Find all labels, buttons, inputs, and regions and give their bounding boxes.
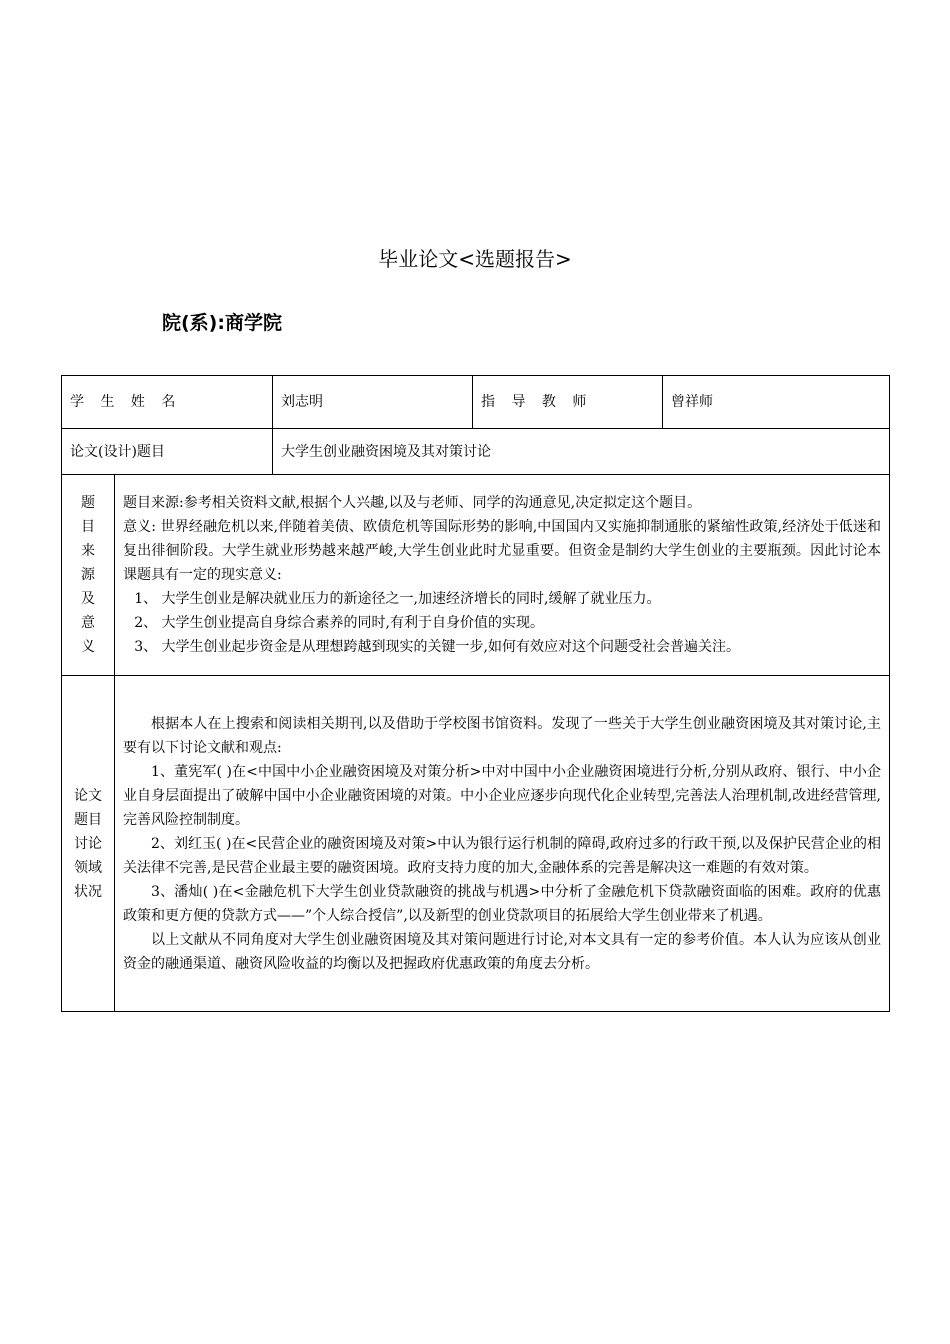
- research-paragraph: 3、潘灿( )在<金融危机下大学生创业贷款融资的挑战与机遇>中分析了金融危机下贷款融资面临的困难。政府的优惠政策和更方便的贷款方式——”个人综合授信”,以及新型的创业贷款项目的拓展给大学生创业带来了机遇。: [123, 883, 882, 924]
- source-content: [115, 475, 890, 676]
- research-row: [62, 676, 890, 1012]
- advisor-name-value: 曾祥师: [663, 376, 890, 429]
- research-paragraph: 2、刘红玉( )在<民营企业的融资困境及对策>中认为银行运行机制的障碍,政府过多的行政干预,以及保护民营企业的相关法律不完善,是民营企业最主要的融资困境。政府支持力度的加大,金融体系的完善是解决这一难题的有效对策。: [123, 835, 882, 876]
- research-paragraph: 1、董宪军( )在<中国中小企业融资困境及对策分析>中对中国中小企业融资困境进行分析,分别从政府、银行、中小企业自身层面提出了破解中国中小企业融资困境的对策。中小企业应逐步向现代化企业转型,完善法人治理机制,改进经营管理,完善风险控制制度。: [123, 763, 882, 828]
- topic-value: 大学生创业融资困境及其对策讨论: [273, 429, 890, 475]
- source-paragraph: 题目来源:参考相关资料文献,根据个人兴趣,以及与老师、同学的沟通意见,决定拟定这个题目。: [123, 495, 702, 511]
- student-name-value: 刘志明: [273, 376, 473, 429]
- research-paragraph: 根据本人在上搜索和阅读相关期刊,以及借助于学校图书馆资料。发现了一些关于大学生创业融资困境及其对策讨论,主要有以下讨论文献和观点:: [123, 715, 882, 756]
- topic-row: [62, 429, 890, 475]
- source-row: [62, 475, 890, 676]
- topic-label: 论文(设计)题目: [62, 429, 273, 475]
- research-label: 论文 题目 讨论 领域 状况: [62, 676, 115, 1012]
- source-list-item: 1、 大学生创业是解决就业压力的新途径之一,加速经济增长的同时,缓解了就业压力。: [134, 591, 661, 607]
- source-paragraph: 意义: 世界经融危机以来,伴随着美债、欧债危机等国际形势的影响,中国国内又实施抑制通胀的紧缩性政策,经济处于低迷和复出徘徊阶段。大学生就业形势越来越严峻,大学生创业此时尤显重要。但资金是制约大学生创业的主要瓶颈。因此讨论本课题具有一定的现实意义:: [123, 519, 882, 583]
- student-name-label: 学 生 姓 名: [62, 376, 273, 429]
- source-list-item: 2、 大学生创业提高自身综合素养的同时,有利于自身价值的实现。: [134, 615, 545, 631]
- proposal-table: [61, 375, 890, 1012]
- student-row: [62, 376, 890, 429]
- advisor-label: 指 导 教 师: [473, 376, 663, 429]
- source-list-item: 3、 大学生创业起步资金是从理想跨越到现实的关键一步,如何有效应对这个问题受社会普遍关注。: [134, 639, 741, 655]
- research-paragraph: 以上文献从不同角度对大学生创业融资困境及其对策问题进行讨论,对本文具有一定的参考价值。本人认为应该从创业资金的融通渠道、融资风险收益的均衡以及把握政府优惠政策的角度去分析。: [123, 931, 882, 972]
- research-content: [115, 676, 890, 1012]
- document-title: 毕业论文<选题报告>: [378, 247, 572, 271]
- source-label: 题 目 来 源 及 意 义: [62, 475, 115, 676]
- department-heading: 院(系):商学院: [162, 312, 282, 334]
